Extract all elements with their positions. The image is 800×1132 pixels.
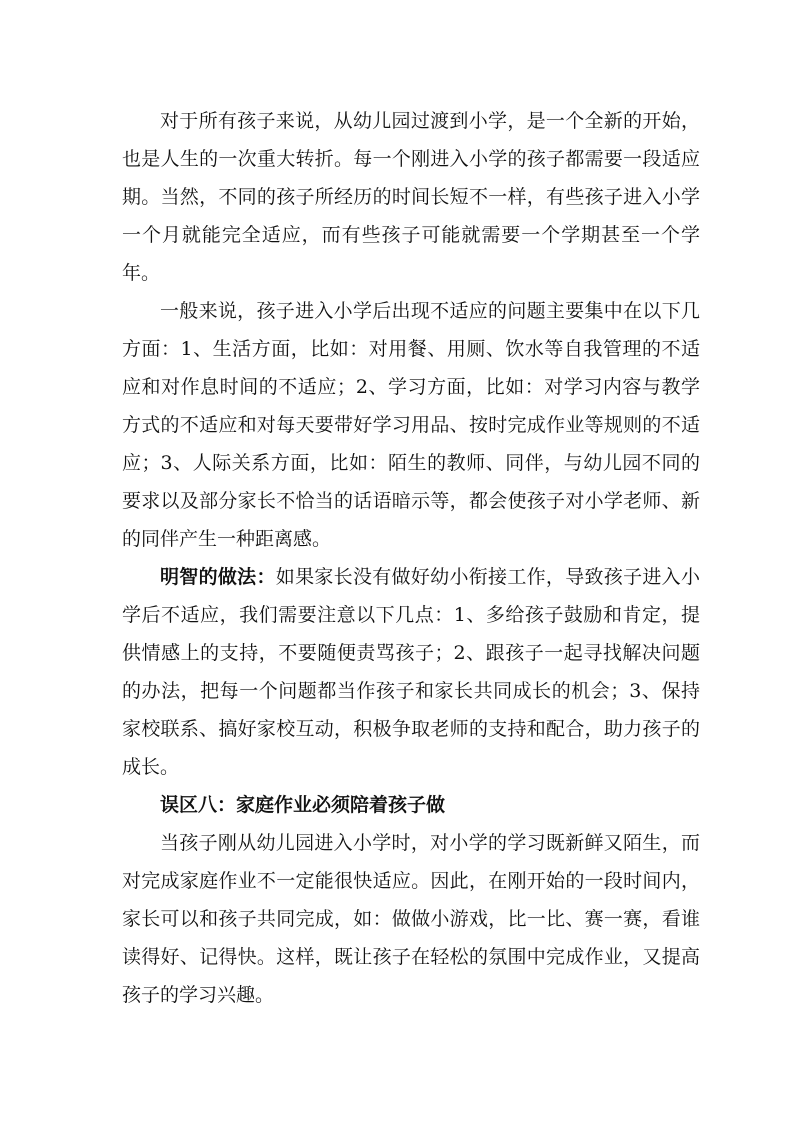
paragraph-wise-approach <box>122 558 700 786</box>
paragraph-transition: 对于所有孩子来说，从幼儿园过渡到小学，是一个全新的开始，也是人生的一次重大转折。每一个刚进入小学的孩子都需要一段适应期。当然，不同的孩子所经历的时间长短不一样，有些孩子进入小学一个月就能完全适应，而有些孩子可能就需要一个学期甚至一个学年。 <box>122 110 700 284</box>
section-heading-misconception-8: 误区八：家庭作业必须陪着孩子做 <box>160 794 446 816</box>
wise-approach-body: 如果家长没有做好幼小衔接工作，导致孩子进入小学后不适应，我们需要注意以下几点：1、多给孩子鼓励和肯定，提供情感上的支持，不要随便责骂孩子；2、跟孩子一起寻找解决问题的办法，把每一个问题都当作孩子和家长共同成长的机会；3、保持家校联系、搞好家校互动，积极争取老师的支持和配合，助力孩子的成长。 <box>122 566 700 778</box>
paragraph-adaptation-problems: 一般来说，孩子进入小学后出现不适应的问题主要集中在以下几方面：1、生活方面，比如：对用餐、用厕、饮水等自我管理的不适应和对作息时间的不适应；2、学习方面，比如：对学习内容与教学方式的不适应和对每天要带好学习用品、按时完成作业等规则的不适应；3、人际关系方面，比如：陌生的教师、同伴，与幼儿园不同的要求以及部分家长不恰当的话语暗示等，都会使孩子对小学老师、新的同伴产生一种距离感。 <box>122 300 700 550</box>
wise-approach-label: 明智的做法： <box>160 566 276 588</box>
paragraph-homework: 当孩子刚从幼儿园进入小学时，对小学的学习既新鲜又陌生，而对完成家庭作业不一定能很快适应。因此，在刚开始的一段时间内，家长可以和孩子共同完成，如：做做小游戏，比一比、赛一赛，看谁读得好、记得快。这样，既让孩子在轻松的氛围中完成作业，又提高孩子的学习兴趣。 <box>122 832 700 1006</box>
